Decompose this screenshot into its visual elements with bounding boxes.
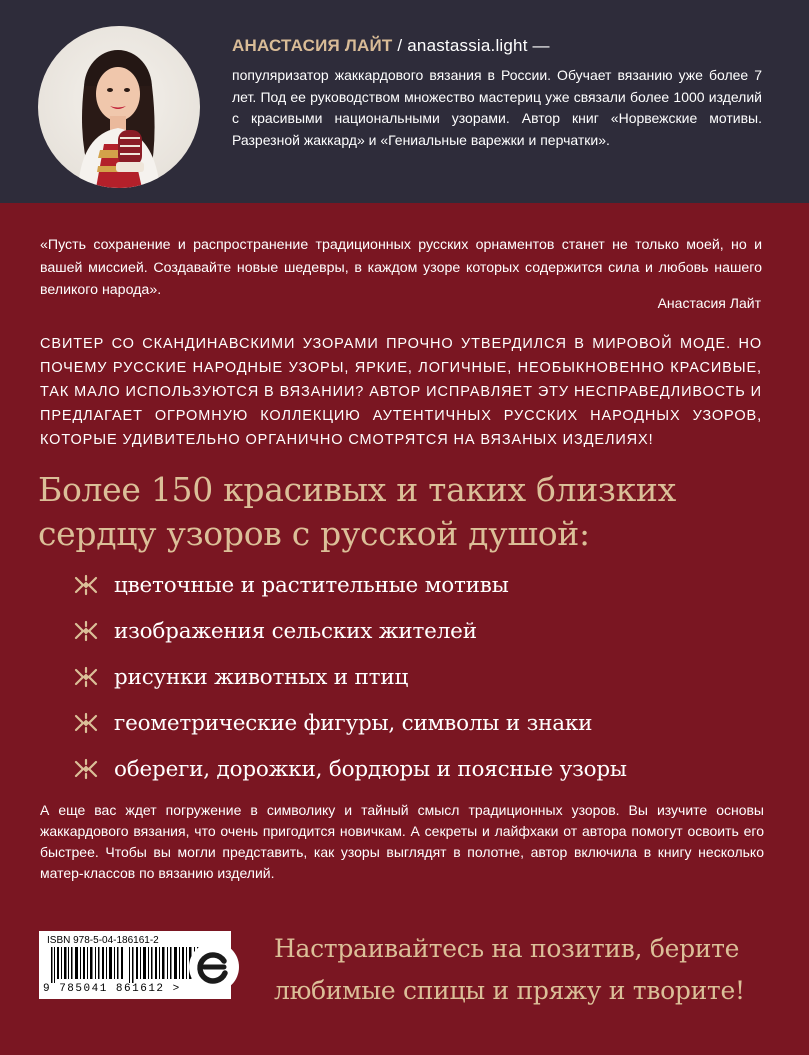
feature-list: [70, 562, 627, 792]
ornament-bullet-icon: [70, 758, 102, 780]
author-portrait-icon: [38, 26, 200, 188]
author-name: АНАСТАСИЯ ЛАЙТ: [232, 36, 393, 55]
author-handle: / anastassia.light —: [392, 36, 550, 55]
author-name-line: [232, 36, 550, 56]
quote-author: Анастасия Лайт: [657, 295, 761, 311]
ornament-bullet-icon: [70, 712, 102, 734]
author-avatar: [38, 26, 200, 188]
body-paragraph: А еще вас ждет погружение в символику и тайный смысл традиционных узоров. Вы изучите основы жаккардового вязания, что очень пригодится новичкам. А секреты и лайфхаки от автора помогут освоить его быстрее. Чтобы вы могли представить, как узоры выглядят в полотне, автор включила в книгу несколько матер-классов по вязанию изделий.: [40, 802, 764, 881]
feature-label: геометрические фигуры, символы и знаки: [114, 710, 593, 736]
call-to-action: Настраивайтесь на позитив, берите любимые спицы и пряжу и творите!: [274, 934, 745, 1005]
list-item: [70, 654, 627, 700]
intro-paragraph: СВИТЕР СО СКАНДИНАВСКИМИ УЗОРАМИ ПРОЧНО УТВЕРДИЛСЯ В МИРОВОЙ МОДЕ. НО ПОЧЕМУ РУССКИЕ НАРОДНЫЕ УЗОРЫ, ЯРКИЕ, ЛОГИЧНЫЕ, НЕОБЫКНОВЕННО КРАСИВЫЕ, ТАК МАЛО ИСПОЛЬЗУЮТСЯ В ВЯЗАНИИ? АВТОР ИСПРАВЛЯЕТ ЭТУ НЕСПРАВЕДЛИВОСТЬ И ПРЕДЛАГАЕТ ОГРОМНУЮ КОЛЛЕКЦИЮ АУТЕНТИЧНЫХ РУССКИХ НАРОДНЫХ УЗОРОВ, КОТОРЫЕ УДИВИТЕЛЬНО ОРГАНИЧНО СМОТРЯТСЯ НА ВЯЗАНЫХ ИЗДЕЛИЯХ!: [40, 336, 762, 448]
list-item: [70, 562, 627, 608]
ornament-bullet-icon: [70, 574, 102, 596]
feature-label: цветочные и растительные мотивы: [114, 572, 509, 598]
ornament-bullet-icon: [70, 666, 102, 688]
ornament-bullet-icon: [70, 620, 102, 642]
barcode-digits: 9 785041 861612 >: [43, 983, 181, 995]
feature-label: обереги, дорожки, бордюры и поясные узоры: [114, 756, 627, 782]
feature-label: изображения сельских жителей: [114, 618, 477, 644]
headline: Более 150 красивых и таких близких сердцу узоров с русской душой:: [38, 470, 676, 553]
author-bio: популяризатор жаккардового вязания в России. Обучает вязанию уже более 7 лет. Под ее руководством множество мастериц уже связали более 1000 изделий с красивыми национальными узорами. Автор книг «Норвежские мотивы. Разрезной жаккард» и «Гениальные варежки и перчатки».: [232, 67, 762, 148]
author-quote: «Пусть сохранение и распространение традиционных русских орнаментов станет не только моей, но и вашей миссией. Создавайте новые шедевры, в каждом узоре которых содержится сила и любовь нашего великого народа».: [40, 237, 762, 298]
feature-label: рисунки животных и птиц: [114, 664, 409, 690]
list-item: [70, 746, 627, 792]
author-header: [0, 0, 809, 203]
list-item: [70, 700, 627, 746]
isbn-label: ISBN 978-5-04-186161-2: [47, 935, 159, 946]
publisher-e-logo: [188, 941, 240, 993]
list-item: [70, 608, 627, 654]
